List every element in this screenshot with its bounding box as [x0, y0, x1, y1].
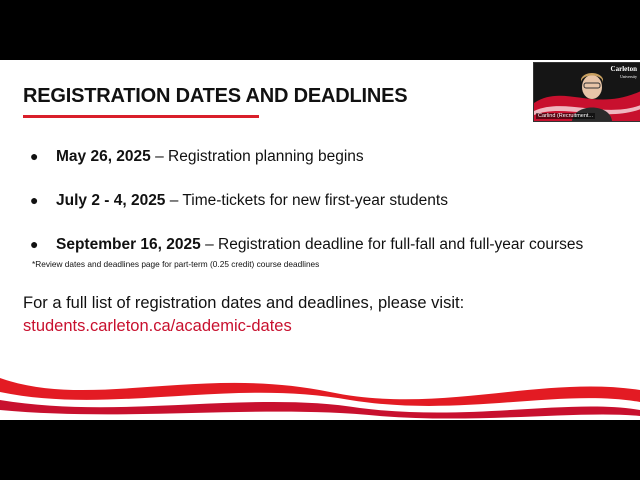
- bullet-icon: ●: [30, 236, 39, 252]
- bullet-text: – Registration deadline for full-fall and full-year courses: [200, 236, 584, 253]
- bullet-icon: ●: [30, 148, 39, 164]
- title-underline: [23, 115, 259, 118]
- list-item: [30, 192, 448, 210]
- participant-name: Carlind (Recruitment...: [538, 113, 594, 119]
- bullet-date: May 26, 2025: [56, 148, 151, 165]
- carleton-logo: Carleton University: [610, 65, 637, 79]
- footnote: *Review dates and deadlines page for part-term (0.25 credit) course deadlines: [32, 259, 320, 269]
- bullet-date: July 2 - 4, 2025: [56, 192, 166, 209]
- wave-decoration: [0, 370, 640, 420]
- academic-dates-link[interactable]: students.carleton.ca/academic-dates: [23, 317, 292, 335]
- list-item: [30, 236, 583, 254]
- bullet-text: – Registration planning begins: [150, 148, 364, 165]
- bullet-text: – Time-tickets for new first-year students: [165, 192, 448, 209]
- bullet-icon: ●: [30, 192, 39, 208]
- list-item: [30, 148, 364, 166]
- slide-title: REGISTRATION DATES AND DEADLINES: [23, 85, 408, 107]
- bullet-date: September 16, 2025: [56, 236, 201, 253]
- visit-text: For a full list of registration dates and deadlines, please visit:: [23, 294, 465, 312]
- webcam-thumbnail[interactable]: [533, 62, 640, 122]
